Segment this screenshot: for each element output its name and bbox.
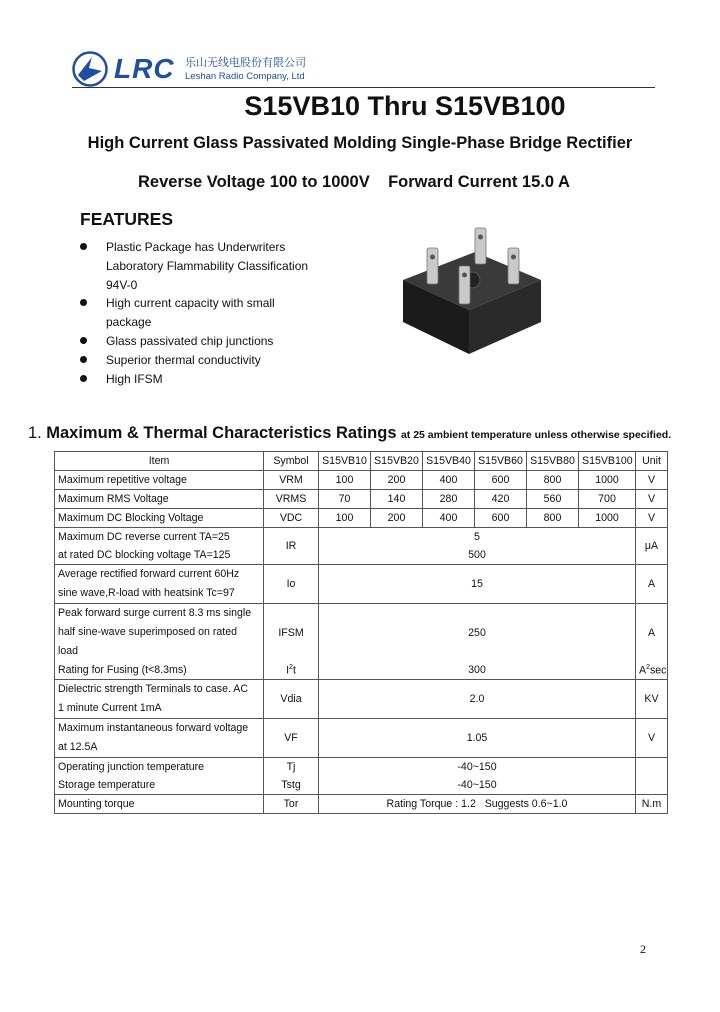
table-row: at rated DC blocking voltage TA=125 500 (55, 546, 668, 565)
bullet-icon (80, 356, 87, 363)
table-row: Maximum DC reverse current TA=25 IR 5 μA (55, 528, 668, 547)
lrc-logo-icon (72, 51, 108, 87)
table-row: Maximum RMS Voltage VRMS 70 140 280 420 560 700 V (55, 490, 668, 509)
column-header: S15VB60 (475, 452, 527, 471)
bridge-rectifier-package (395, 218, 545, 358)
column-header: Symbol (264, 452, 319, 471)
features-heading: FEATURES (80, 209, 174, 229)
company-name-en: Leshan Radio Company, Ltd (185, 71, 305, 82)
feature-item: Superior thermal conductivity (80, 351, 320, 370)
table-row: Rating for Fusing (t<8.3ms) $I^2t$ 300 $A^2\sec$ (55, 661, 668, 680)
column-header: S15VB40 (423, 452, 475, 471)
column-header: Unit (636, 452, 668, 471)
table-row: Mounting torque Tor Rating Torque : 1.2 Suggests 0.6~1.0 N.m (55, 795, 668, 814)
bullet-icon (80, 337, 87, 344)
section-heading: 1. Maximum & Thermal Characteristics Ratings at 25 ambient temperature unless otherwise specified. (28, 424, 672, 442)
ratings-summary: Reverse Voltage 100 to 1000V Forward Current 15.0 A (138, 173, 570, 191)
bullet-icon (80, 243, 87, 250)
column-header: Item (55, 452, 264, 471)
column-header: S15VB20 (371, 452, 423, 471)
table-row: Average rectified forward current 60Hz sine wave,R-load with heatsink Tc=97 Io 15 A (55, 565, 668, 604)
column-header: S15VB100 (579, 452, 636, 471)
document-subtitle: High Current Glass Passivated Molding Single-Phase Bridge Rectifier (87, 134, 633, 152)
table-row: Maximum DC Blocking Voltage VDC 100 200 400 600 800 1000 V (55, 509, 668, 528)
table-row: Maximum instantaneous forward voltage at 12.5A VF 1.05 V (55, 719, 668, 758)
bullet-icon (80, 299, 87, 306)
ratings-table (54, 451, 668, 814)
features-list (80, 238, 320, 388)
document-title: S15VB10 Thru S15VB100 (244, 91, 566, 121)
company-name-cn: 乐山无线电股份有限公司 (185, 57, 306, 69)
bullet-icon (80, 375, 87, 382)
company-logo (72, 50, 304, 88)
table-row: Maximum repetitive voltage VRM 100 200 400 600 800 1000 V (55, 471, 668, 490)
feature-item: Glass passivated chip junctions (80, 332, 320, 351)
table-row: Operating junction temperature Tj -40~150 (55, 758, 668, 777)
table-row: Peak forward surge current 8.3 ms single half sine-wave superimposed on rated load IFSM 250 A (55, 604, 668, 662)
table-row: Storage temperature Tstg -40~150 (55, 776, 668, 795)
logo-wordmark: LRC (114, 53, 175, 84)
page-number: 2 (640, 942, 646, 956)
table-header-row (55, 452, 668, 471)
column-header: S15VB10 (319, 452, 371, 471)
feature-item: High IFSM (80, 370, 320, 389)
table-row: Dielectric strength Terminals to case. AC 1 minute Current 1mA Vdia 2.0 KV (55, 680, 668, 719)
column-header: S15VB80 (527, 452, 579, 471)
feature-item: High current capacity with small package (80, 294, 320, 332)
feature-item: Plastic Package has Underwriters Laboratory Flammability Classification 94V-0 (80, 238, 320, 294)
